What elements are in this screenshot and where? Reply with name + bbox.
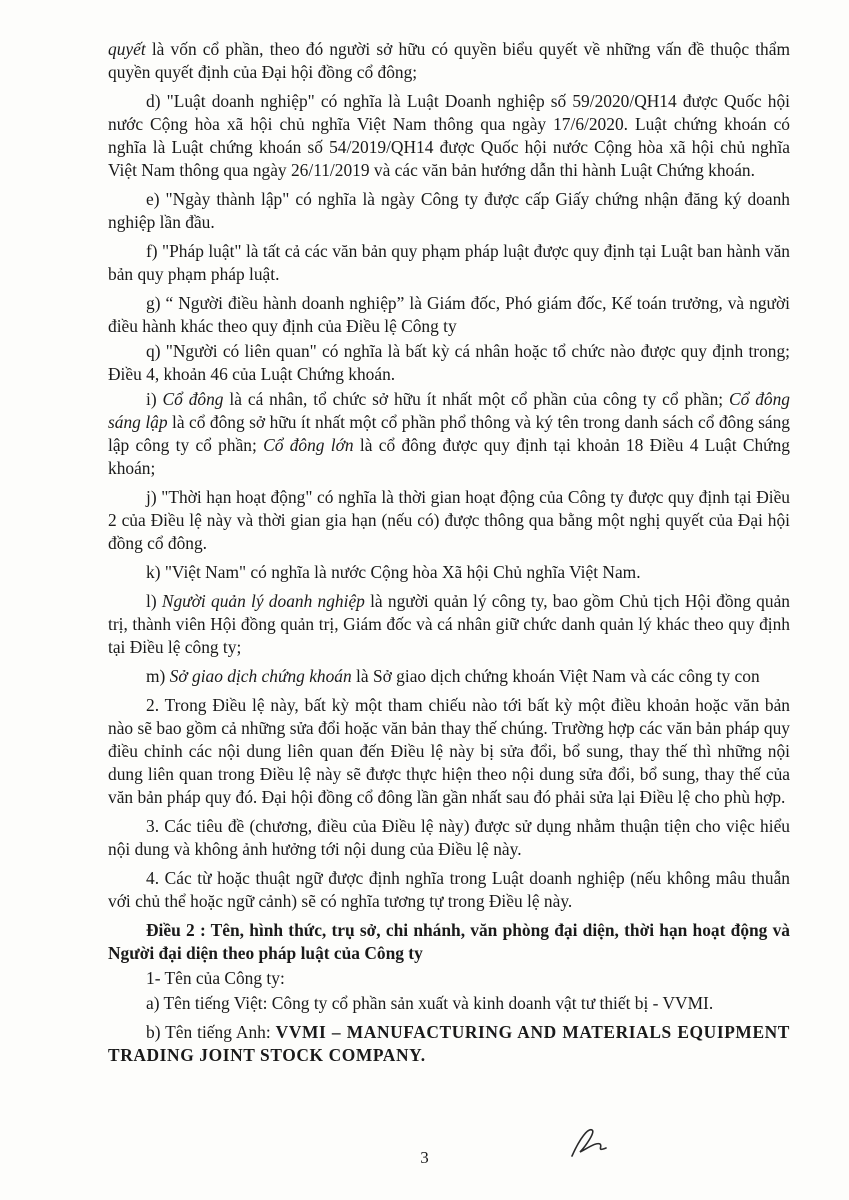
item-prefix: m)	[146, 666, 170, 686]
article-2-heading: Điều 2 : Tên, hình thức, trụ sở, chi nhánh, văn phòng đại diện, thời hạn hoạt động và Người đại diện theo pháp luật của Công ty	[108, 920, 790, 963]
clause-4: 4. Các từ hoặc thuật ngữ được định nghĩa trong Luật doanh nghiệp (nếu không mâu thuẫn với chủ thể hoặc ngữ cảnh) sẽ có nghĩa tương tự trong Điều lệ này.	[108, 868, 790, 911]
definition-q: q) "Người có liên quan" có nghĩa là bất kỳ cá nhân hoặc tổ chức nào được quy định trong; Điều 4, khoản 46 của Luật Chứng khoán.	[108, 341, 790, 384]
definition-e: e) "Ngày thành lập" có nghĩa là ngày Công ty được cấp Giấy chứng nhận đăng ký doanh nghiệp lần đầu.	[108, 189, 790, 232]
item-prefix: l)	[146, 591, 162, 611]
item-prefix: b) Tên tiếng Anh:	[146, 1022, 276, 1042]
paragraph-text: là cổ đông được quy định tại khoản 18 Điều 4 Luật Chứng khoán;	[108, 435, 790, 478]
paragraph-text: là cổ đông sở hữu ít nhất một cổ phần phổ thông và ký tên trong danh sách cổ đông sáng lập công ty cổ phần;	[108, 412, 790, 455]
clause-3: 3. Các tiêu đề (chương, điều của Điều lệ này) được sử dụng nhằm thuận tiện cho việc hiểu nội dung và không ảnh hưởng tới nội dung của Điều lệ này.	[108, 816, 790, 859]
paragraph-text: là người quản lý công ty, bao gồm Chủ tịch Hội đồng quản trị, thành viên Hội đồng quản trị, Giám đốc và cá nhân giữ chức danh quản lý khác theo quy định tại Điều lệ công ty;	[108, 591, 790, 657]
item-prefix: i)	[146, 389, 163, 409]
vietnamese-name: a) Tên tiếng Việt: Công ty cổ phần sản xuất và kinh doanh vật tư thiết bị - VVMI.	[146, 993, 714, 1013]
definition-f: f) "Pháp luật" là tất cả các văn bản quy phạm pháp luật được quy định tại Luật ban hành văn bản quy phạm pháp luật.	[108, 241, 790, 284]
definition-d: d) "Luật doanh nghiệp" có nghĩa là Luật Doanh nghiệp số 59/2020/QH14 được Quốc hội nước Cộng hòa xã hội chủ nghĩa Việt Nam thông qua ngày 17/6/2020. Luật chứng khoán có nghĩa là Luật chứng khoán số 54/2019/QH14 được Quốc hội nước Cộng hòa xã hội chủ nghĩa Việt Nam thông qua ngày 26/11/2019 và các văn bản hướng dẫn thi hành Luật Chứng khoán.	[108, 91, 790, 180]
definition-k: k) "Việt Nam" có nghĩa là nước Cộng hòa Xã hội Chủ nghĩa Việt Nam.	[146, 562, 641, 582]
english-name	[108, 1021, 790, 1067]
clause-2: 2. Trong Điều lệ này, bất kỳ một tham chiếu nào tới bất kỳ một điều khoản hoặc văn bản nào sẽ bao gồm cả những sửa đổi hoặc văn bản thay thế chúng. Trường hợp các văn bản pháp quy điều chỉnh các nội dung liên quan đến Điều lệ này bị sửa đổi, bổ sung, thay thế thì những nội dung liên quan trong Điều lệ này sẽ được thực hiện theo nội dung sửa đổi, bổ sung, thay thế của văn bản pháp quy đó. Đại hội đồng cổ đông lần gần nhất sau đó phải sửa lại Điều lệ cho phù hợp.	[108, 695, 790, 807]
italic-term: Cổ đông lớn	[263, 435, 354, 455]
paragraph-continuation	[108, 38, 790, 84]
italic-term: Cổ đông sáng lập	[108, 389, 790, 432]
italic-term: Cổ đông	[162, 389, 224, 409]
definition-l	[108, 590, 790, 659]
paragraph-text: là vốn cổ phần, theo đó người sở hữu có quyền biểu quyết về những vấn đề thuộc thẩm quyền quyết định của Đại hội đồng cổ đông;	[108, 39, 790, 82]
company-name-item: 1- Tên của Công ty:	[146, 968, 285, 988]
definition-i	[108, 388, 790, 480]
document-body	[108, 38, 790, 1073]
paragraph-text: là cá nhân, tổ chức sở hữu ít nhất một cổ phần của công ty cổ phần;	[223, 389, 730, 409]
definition-g: g) “ Người điều hành doanh nghiệp” là Giám đốc, Phó giám đốc, Kế toán trưởng, và người điều hành khác theo quy định của Điều lệ Công ty	[108, 293, 790, 336]
italic-term: Người quản lý doanh nghiệp	[161, 591, 365, 611]
paragraph-text: là Sở giao dịch chứng khoán Việt Nam và các công ty con	[351, 666, 760, 686]
italic-term: quyết	[108, 39, 146, 59]
page-number: 3	[420, 1148, 429, 1167]
definition-m	[108, 665, 790, 688]
english-company-name: VVMI – MANUFACTURING AND MATERIALS EQUIPMENT TRADING JOINT STOCK COMPANY.	[108, 1022, 790, 1065]
definition-j: j) "Thời hạn hoạt động" có nghĩa là thời gian hoạt động của Công ty được quy định tại Điều 2 của Điều lệ này và thời gian gia hạn (nếu có) được thông qua bằng một nghị quyết của Đại hội đồng cổ đông.	[108, 487, 790, 553]
italic-term: Sở giao dịch chứng khoán	[169, 666, 352, 686]
